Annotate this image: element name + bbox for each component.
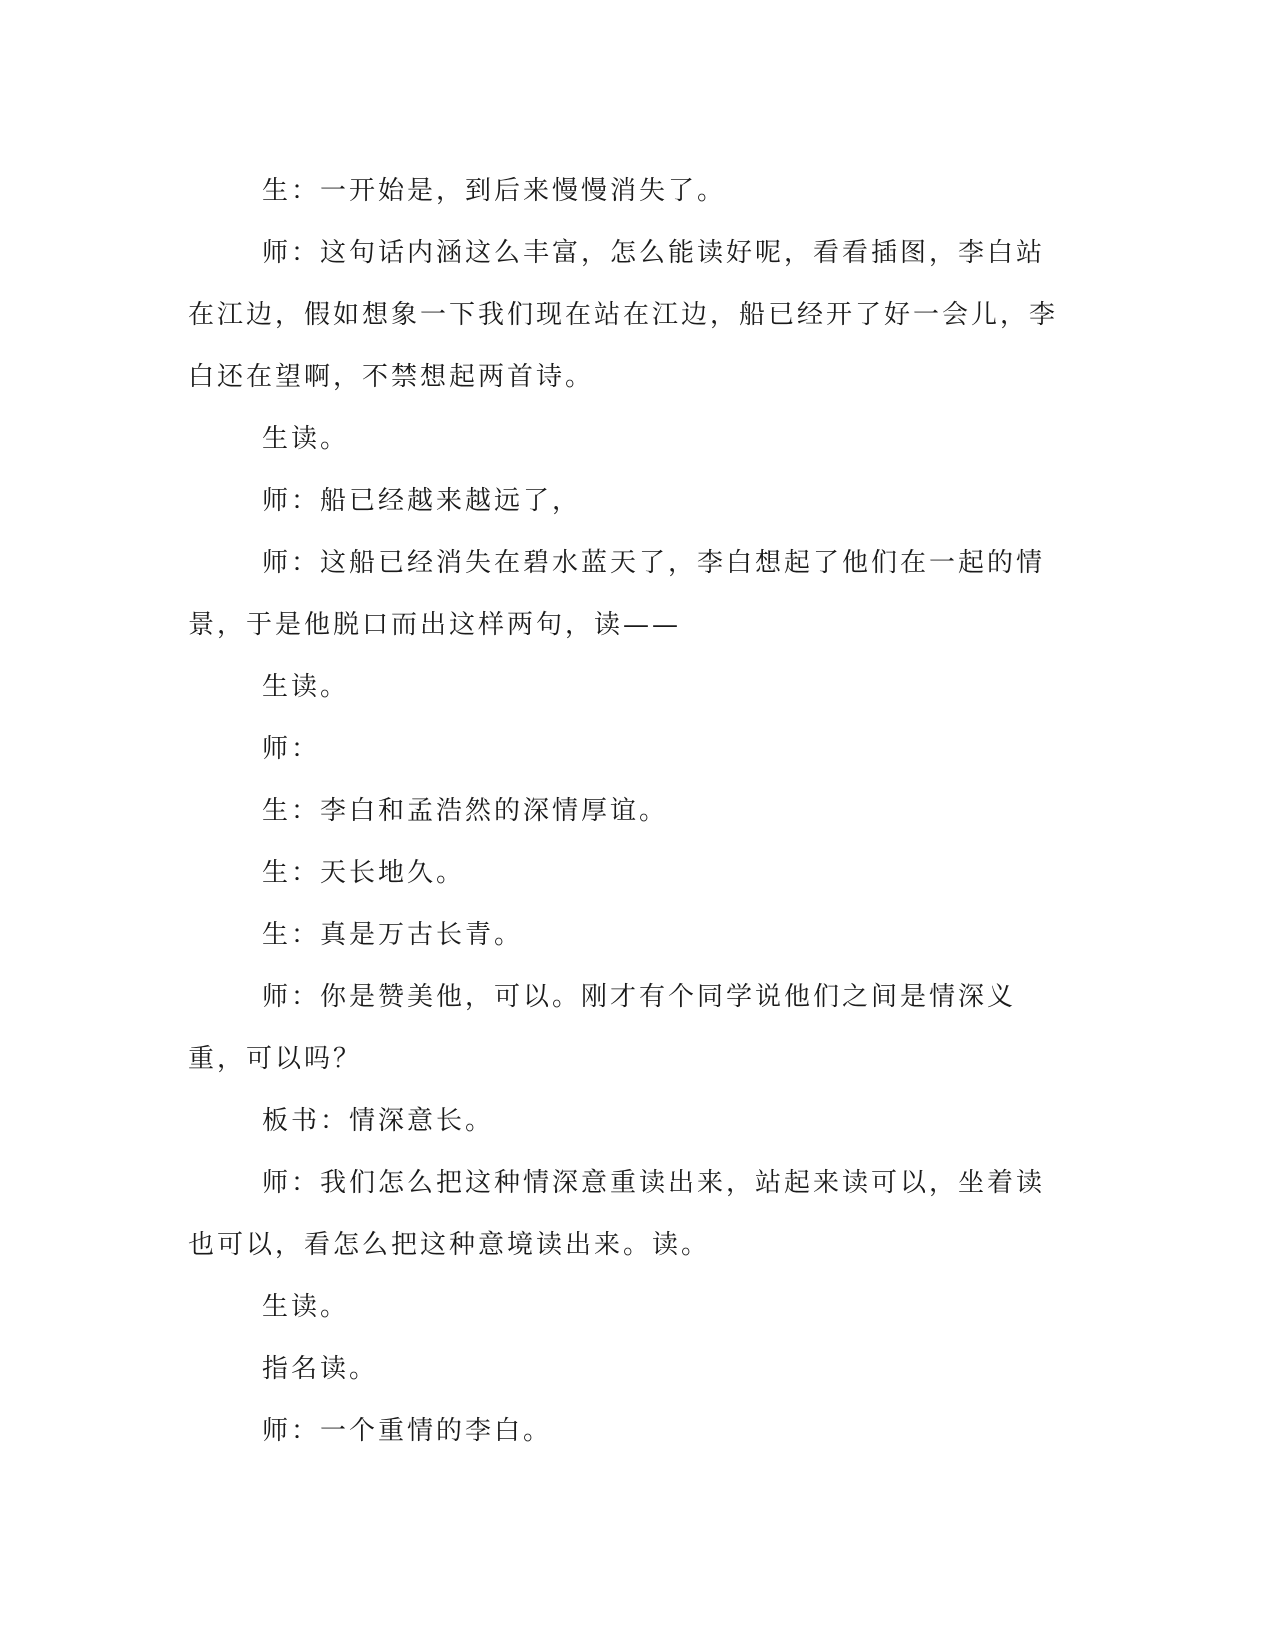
paragraph: 师：: [262, 734, 321, 764]
paragraph: 生：一开始是，到后来慢慢消失了。: [262, 176, 727, 206]
paragraph: 师：你是赞美他，可以。刚才有个同学说他们之间是情深义重，可以吗？: [188, 982, 1017, 1074]
paragraph: 指名读。: [262, 1354, 379, 1384]
paragraph: 生读。: [262, 1292, 350, 1322]
paragraph: 师：这船已经消失在碧水蓝天了，李白想起了他们在一起的情景，于是他脱口而出这样两句，读——: [188, 548, 1046, 640]
paragraph: 生：真是万古长青。: [262, 920, 524, 950]
document-body: [188, 160, 1068, 1462]
paragraph: 生：天长地久。: [262, 858, 466, 888]
paragraph: 师：船已经越来越远了，: [262, 486, 582, 516]
paragraph: 板书：情深意长。: [262, 1106, 495, 1136]
paragraph: 生读。: [262, 672, 350, 702]
paragraph: 师：一个重情的李白。: [262, 1416, 553, 1446]
paragraph: 师：我们怎么把这种情深意重读出来，站起来读可以，坐着读也可以，看怎么把这种意境读出来。读。: [188, 1168, 1046, 1260]
paragraph: 师：这句话内涵这么丰富，怎么能读好呢，看看插图，李白站在江边，假如想象一下我们现在站在江边，船已经开了好一会儿，李白还在望啊，不禁想起两首诗。: [188, 238, 1059, 392]
paragraph: 生：李白和孟浩然的深情厚谊。: [262, 796, 669, 826]
paragraph: 生读。: [262, 424, 350, 454]
